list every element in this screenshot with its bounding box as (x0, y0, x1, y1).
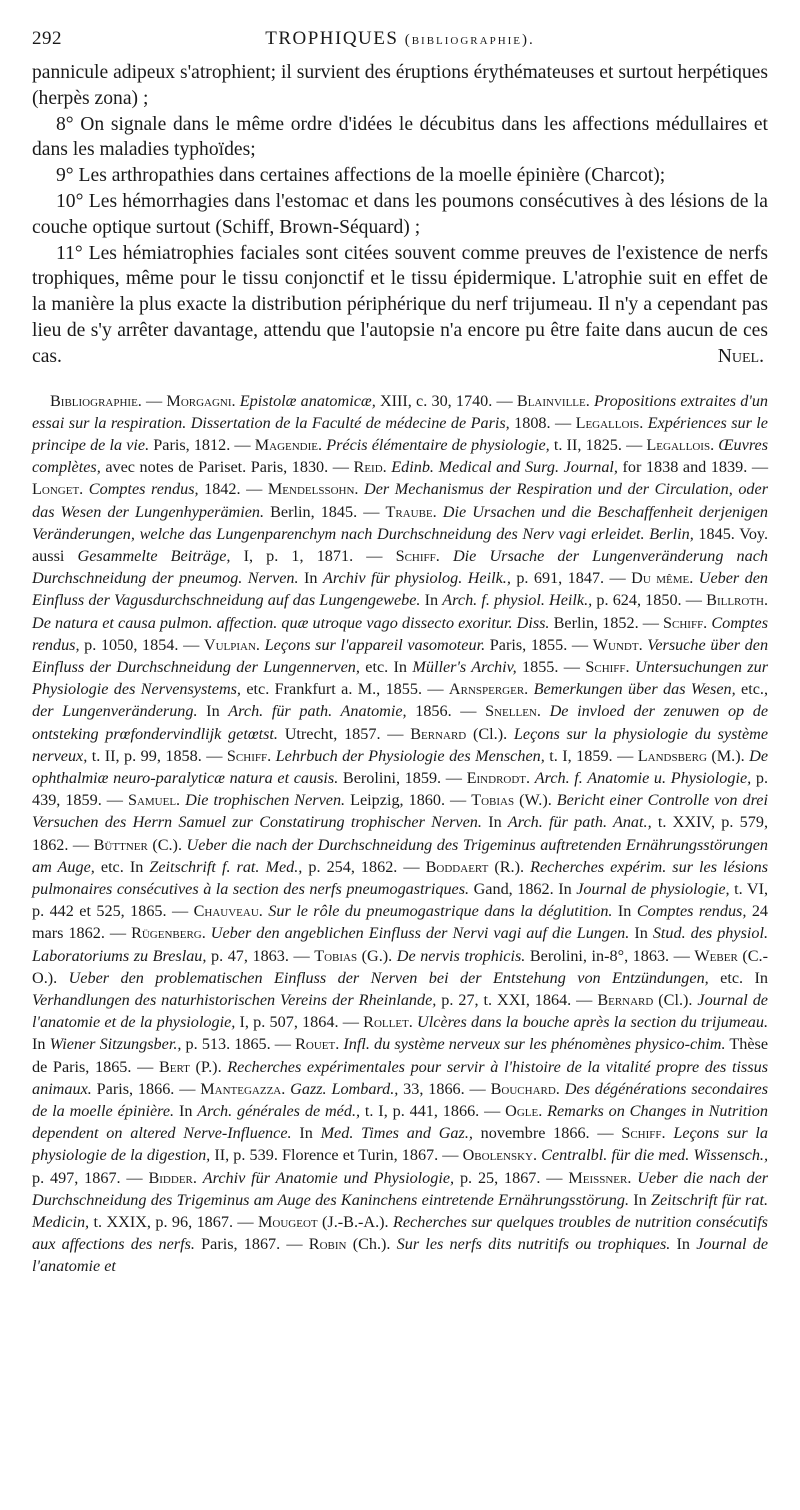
biblio-title: Arch. für path. Anatomie, (228, 702, 407, 721)
bibliography (32, 390, 768, 1278)
biblio-author: Legallois. (646, 435, 715, 454)
biblio-text: 24 mars 1862. — (32, 902, 769, 943)
biblio-text: Paris, 1867. — (194, 1235, 309, 1254)
biblio-author: Traube. (385, 502, 437, 521)
biblio-text: Berlin, 1845. — (264, 502, 386, 521)
biblio-title: Ueber den Einfluss der Vagusdurchschneidung auf das Lungengewebe. (32, 569, 769, 610)
biblio-author: Wundt. (592, 635, 643, 654)
biblio-title: Zeitschrift f. rat. Med., (149, 857, 303, 876)
biblio-text: t. II, p. 99, 1858. — (87, 746, 227, 765)
biblio-author: Magendie. (254, 435, 323, 454)
biblio-title: Journal de l'anatomie et de la physiologie, (32, 991, 768, 1032)
biblio-title: Sur le rôle du pneumogastrique dans la déglutition. (268, 902, 613, 921)
biblio-author: Mendelssohn. (267, 480, 359, 499)
biblio-title: Sur les nerfs dits nutritifs ou trophiques. (396, 1235, 671, 1254)
biblio-author: Billroth. (706, 591, 769, 610)
biblio-author: Bert (158, 1057, 190, 1076)
biblio-text: t. VI, p. 442 et 525, 1865. — (32, 880, 769, 921)
list-item-11-text: 11° Les hémiatrophies faciales sont citées souvent comme preuves de l'existence de nerfs trophiques, même pour le tissu conjonctif et le tissu épidermique. L'atrophie suit en effet de la manière la plus exacte la distribution périphérique du nerf trijumeau. Il n'y a cependant pas lieu de s'y arrêter davantage, attendu que l'autopsie n'a encore pu être faite dans aucun de ces cas. (32, 242, 768, 367)
biblio-title: Remarks on Changes in Nutrition dependent on altered Nerve-Influence. (32, 1102, 768, 1143)
biblio-text: In (174, 1102, 198, 1121)
biblio-text: (P.). (189, 1057, 228, 1076)
biblio-author: Bidder. (148, 1168, 197, 1187)
biblio-author: Meissner. (568, 1168, 632, 1187)
biblio-title: Comptes rendus, (32, 613, 768, 654)
biblio-title: Arch. f. physiol. Heilk., (442, 591, 593, 610)
biblio-title: Edinb. Medical and Surg. Journal, (391, 458, 618, 477)
biblio-title: Versuche über den Einfluss der Durchschneidung der Lungennerven, (32, 635, 769, 676)
biblio-title: Ulcères dans la bouche après la section du trijumeau. (417, 1013, 769, 1032)
biblio-author: Landsberg (637, 746, 707, 765)
biblio-text: Berolini, in-8°, 1863. — (525, 946, 695, 965)
biblio-title: De ophthalmiæ neuro-paralyticæ natura et causis. (32, 746, 769, 788)
biblio-title: Journal de l'anatomie et (32, 1235, 769, 1276)
biblio-text: etc. In (359, 658, 413, 676)
biblio-author: Reid. (353, 458, 387, 477)
biblio-text: etc. In (94, 857, 150, 876)
biblio-title: Arch. für path. Anat., (507, 813, 652, 832)
list-item-9: 9° Les arthropathies dans certaines affections de la moelle épinière (Charcot); (56, 165, 666, 187)
biblio-title: Stud. des physiol. Laboratoriums zu Breslau, (32, 924, 769, 965)
biblio-title: Recherches sur quelques troubles de nutrition consécutifs aux affections des nerfs. (32, 1213, 768, 1254)
biblio-text: novembre 1866. — (472, 1124, 622, 1143)
biblio-text: p. 1050, 1854. — (79, 635, 204, 654)
biblio-title: Wiener Sitzungsber., (49, 1035, 182, 1054)
biblio-text: p. 439, 1859. — (32, 769, 769, 810)
biblio-title: Lehrbuch der Physiologie des Menschen, (275, 746, 545, 765)
biblio-text (440, 547, 453, 565)
biblio-title: Bericht einer Controlle von drei Versuchen des Herrn Samuel zur Constatirung trophischer Nerven. (32, 791, 768, 832)
biblio-text: t. XXIV, p. 579, 1862. — (32, 813, 768, 854)
biblio-author: Bernard (410, 724, 467, 743)
biblio-author: Weber (694, 946, 738, 965)
bibliography-label: Bibliographie. (50, 391, 142, 410)
biblio-title: Expériences sur le principe de la vie. (32, 413, 768, 454)
biblio-title: Comptes rendus, (636, 902, 747, 921)
biblio-text: t. II, 1825. — (549, 435, 647, 454)
biblio-author: Mougeot (258, 1213, 318, 1232)
biblio-text: p. 513. 1865. — (181, 1035, 296, 1054)
page (32, 28, 768, 1278)
biblio-author: Schiff. (663, 613, 708, 632)
running-title-main: TROPHIQUES (265, 28, 399, 49)
biblio-text: — (141, 391, 167, 410)
biblio-author: Snellen. (485, 702, 541, 721)
bibliography-entries (32, 392, 768, 1276)
biblio-author: Robin (308, 1235, 347, 1254)
biblio-text: (J.-B.-A.). (317, 1213, 393, 1232)
biblio-title: Leçons sur l'appareil vasomoteur. (264, 635, 486, 654)
biblio-author: Schiff. (226, 746, 272, 765)
biblio-title: Précis élémentaire de physiologie, (326, 435, 550, 454)
biblio-title: Archiv für physiolog. Heilk., (322, 569, 511, 588)
biblio-text: Utrecht, 1857. — (277, 724, 411, 743)
biblio-title: Ueber die nach der Durchschneidung des Trigeminus am Auge des Kaninchens eintretende Ernährungsstörung. (32, 1168, 769, 1209)
biblio-author: Legallois. (575, 413, 644, 432)
biblio-text: (Cl.). (466, 724, 514, 743)
biblio-title: Œuvres complètes, (32, 435, 769, 477)
biblio-title: Recherches expérim. sur les lésions pulmonaires consécutives à la section des nerfs pneumogastriques. (32, 857, 769, 899)
biblio-text: p. 27, t. XXI, 1864. — (436, 991, 598, 1010)
biblio-text: XIII, c. 30, 1740. — (375, 391, 517, 410)
biblio-text: Gand, 1862. In (469, 880, 577, 899)
biblio-text: (M.). (706, 746, 750, 765)
biblio-text: Leipzig, 1860. — (345, 791, 472, 810)
biblio-author: Büttner (93, 835, 148, 854)
biblio-title: Des dégénérations secondaires de la moelle épinière. (32, 1079, 769, 1121)
author-signature: Nuel. (717, 345, 764, 367)
biblio-title: Gesammelte Beiträge, (77, 546, 231, 565)
biblio-text: In (298, 569, 323, 588)
biblio-title: Ueber den angeblichen Einfluss der Nervi vagi auf die Lungen. (210, 924, 630, 943)
biblio-text: In (629, 924, 653, 943)
biblio-title: Der Mechanismus der Respiration und der Circulation, oder das Wesen der Lungenhyperämien. (32, 480, 768, 521)
biblio-text: t. I, 1859. — (544, 746, 638, 765)
biblio-text: Thèse de Paris, 1865. — (32, 1035, 769, 1076)
biblio-text: avec notes de Pariset. Paris, 1830. — (100, 458, 354, 477)
biblio-text: In (420, 591, 443, 610)
biblio-text: Paris, 1866. — (91, 1079, 201, 1098)
biblio-title: Propositions extraites d'un essai sur la respiration. Dissertation de la Faculté de médecine de Paris, (32, 391, 769, 432)
biblio-text: Paris, 1855. — (485, 635, 593, 654)
biblio-text: Paris, 1812. — (149, 435, 255, 454)
biblio-text: 1808. — (509, 413, 576, 432)
biblio-title: Med. Times and Gaz., (320, 1124, 473, 1143)
list-item-10: 10° Les hémorrhagies dans l'estomac et dans les poumons consécutives à des lésions de la couche optique surtout (Schiff, Brown-Séquard) ; (32, 190, 768, 238)
biblio-title: Die Ursachen und die Beschaffenheit derjenigen Veränderungen, welche das Lungenparenchym nach Durchschneidung des Nerv vagi erleidet. Berlin, (32, 502, 768, 543)
biblio-title: Die trophischen Nerven. (185, 791, 346, 810)
biblio-text: 33, 1866. — (398, 1079, 491, 1098)
biblio-text: In (670, 1235, 697, 1254)
biblio-text: 1855. — (516, 658, 586, 676)
biblio-text: 1856. — (406, 702, 486, 721)
biblio-author: Schiff. (395, 546, 440, 565)
biblio-text: (C.-O.). (32, 946, 768, 987)
biblio-title: Bemerkungen über das Wesen, (533, 680, 736, 699)
body-text (32, 60, 768, 370)
biblio-text: In (32, 1035, 50, 1054)
biblio-title: De natura et causa pulmon. affection. quæ utroque vago dissecto exoritur. Diss. (32, 613, 550, 632)
biblio-author: Morgagni. (166, 391, 236, 410)
biblio-title: Müller's Archiv, (412, 658, 517, 676)
running-header (32, 28, 768, 58)
biblio-title: Leçons sur la physiologie du système nerveux, (32, 724, 769, 765)
biblio-title: De nervis trophicis. (396, 946, 526, 965)
biblio-text: p. 47, 1863. — (206, 946, 315, 965)
biblio-title: der Lungenveränderung. (32, 702, 198, 721)
paragraph-continued: pannicule adipeux s'atrophient; il survient des éruptions érythémateuses et surtout herpétiques (herpès zona) ; (32, 62, 768, 109)
biblio-author: Ogle. (505, 1102, 543, 1121)
biblio-title: Comptes rendus, (88, 480, 199, 499)
biblio-title: Leçons sur la physiologie de la digestion, (32, 1124, 768, 1165)
biblio-text: In (291, 1124, 321, 1143)
running-title-sub: (bibliographie). (404, 32, 535, 48)
biblio-author: Mantegazza. (200, 1079, 286, 1098)
biblio-title: Arch. générales de méd., (197, 1102, 361, 1121)
biblio-text: p. 25, 1867. — (454, 1168, 569, 1187)
list-item-8: 8° On signale dans le même ordre d'idées le décubitus dans les affections médullaires et dans les maladies typhoïdes; (32, 113, 768, 161)
biblio-author: Eindrodt. (466, 769, 531, 788)
biblio-text: (C.). (147, 835, 187, 854)
biblio-author: Schiff. (621, 1124, 666, 1143)
biblio-title: Epistolæ anatomicæ, (239, 391, 376, 410)
biblio-text: In (481, 813, 508, 832)
biblio-text: II, p. 539. Florence et Turin, 1867. — (210, 1146, 463, 1165)
biblio-author: Vulpian. (203, 635, 260, 654)
biblio-title: Centralbl. für die med. Wissensch., (541, 1146, 769, 1165)
biblio-author: Obolensky. (462, 1146, 538, 1165)
biblio-author: Chauveau. (193, 902, 263, 921)
biblio-title: Ueber den problematischen Einfluss der Nerven bei der Entstehung von Entzündungen, (68, 968, 709, 987)
biblio-title: Die Ursache der Lungenveränderung nach Durchschneidung der pneumog. Nerven. (32, 546, 769, 588)
biblio-title: Journal de physiologie, (576, 880, 730, 899)
biblio-text: t. I, p. 441, 1866. — (360, 1102, 506, 1121)
biblio-text: I, p. 1, 1871. — (230, 546, 396, 565)
biblio-title: Gazz. Lombard., (290, 1079, 399, 1098)
biblio-text: I, p. 507, 1864. — (235, 1013, 364, 1032)
biblio-text: p. 497, 1867. — (32, 1168, 149, 1187)
biblio-text: p. 254, 1862. — (302, 857, 426, 876)
list-item-11 (32, 241, 768, 370)
biblio-text: p. 691, 1847. — (510, 569, 632, 588)
biblio-text: (Cl.). (653, 991, 698, 1010)
biblio-author: Schiff. (585, 658, 630, 676)
biblio-text: (R.). (488, 857, 531, 876)
biblio-text: (Ch.). (346, 1235, 397, 1254)
biblio-title: Infl. du système nerveux sur les phénomènes physico-chim. (343, 1035, 726, 1054)
biblio-author: Rollet. (363, 1013, 413, 1032)
biblio-text: In (629, 1190, 652, 1209)
biblio-author: Longet. (32, 480, 84, 499)
biblio-text: t. XXIX, p. 96, 1867. — (89, 1213, 258, 1232)
biblio-title: Recherches expérimentales pour servir à l'histoire de la vitalité propre des tissus animaux. (32, 1057, 769, 1098)
biblio-author: Tobias (314, 946, 358, 965)
biblio-author: Tobias (471, 791, 515, 810)
page-number: 292 (32, 28, 62, 49)
biblio-text: for 1838 and 1839. — (617, 458, 769, 477)
biblio-text: etc., (735, 680, 768, 699)
biblio-title: De invloed der zenuwen op de ontsteking prœfondervindlijk getœtst. (32, 702, 769, 743)
biblio-text: 1845. Voy. aussi (32, 524, 769, 565)
biblio-author: Blainville. (516, 391, 590, 410)
biblio-author: Boddaert (425, 857, 489, 876)
biblio-text: etc. In (708, 968, 768, 987)
biblio-text (541, 702, 550, 720)
biblio-text: In (197, 702, 229, 721)
biblio-text: (W.). (514, 791, 557, 810)
biblio-title: Arch. f. Anatomie u. Physiologie, (534, 769, 752, 788)
biblio-text: etc. Frankfurt a. M., 1855. — (240, 680, 449, 699)
biblio-title: Ueber die nach der Durchschneidung des Trigeminus auftretenden Ernährungsstörungen am Auge, (32, 835, 769, 876)
biblio-author: Samuel. (127, 791, 181, 810)
biblio-text: Berlin, 1852. — (549, 613, 663, 632)
running-title (32, 28, 768, 50)
biblio-title: Archiv für Anatomie und Physiologie, (202, 1168, 455, 1187)
biblio-text: In (612, 902, 637, 921)
biblio-author: Du même. (631, 569, 694, 588)
biblio-author: Bouchard. (490, 1079, 560, 1098)
biblio-text: (G.). (357, 946, 397, 965)
biblio-text: Berolini, 1859. — (338, 769, 467, 788)
biblio-author: Rügenberg. (131, 924, 206, 943)
biblio-title: Zeitschrift für rat. Medicin, (32, 1190, 768, 1232)
biblio-text: p. 624, 1850. — (592, 591, 707, 610)
biblio-text: 1842. — (198, 480, 268, 499)
biblio-author: Bernard (597, 991, 654, 1010)
biblio-title: Verhandlungen des naturhistorischen Vereins der Rheinlande, (32, 991, 437, 1010)
biblio-author: Arnsperger. (448, 680, 529, 699)
biblio-author: Rouet. (295, 1035, 340, 1054)
biblio-title: Untersuchungen zur Physiologie des Nervensystems, (32, 658, 769, 699)
